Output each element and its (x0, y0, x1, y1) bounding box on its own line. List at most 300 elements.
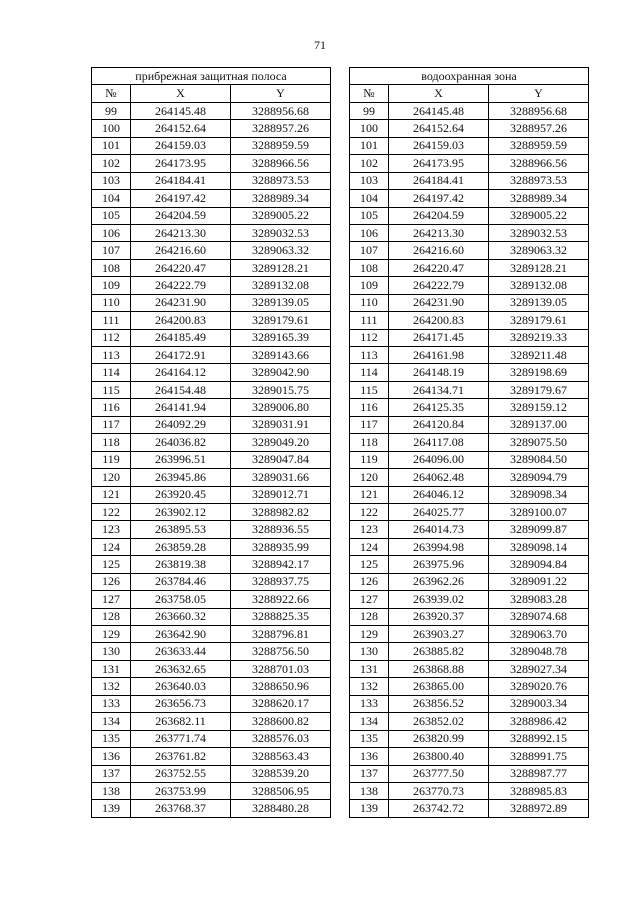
left-point-number: 135 (92, 730, 131, 747)
left-y-coordinate: 3288942.17 (231, 556, 331, 573)
right-y-coordinate: 3289075.50 (489, 434, 589, 451)
right-x-coordinate: 264062.48 (389, 469, 489, 486)
right-x-coordinate: 263770.73 (389, 782, 489, 799)
left-point-number: 123 (92, 521, 131, 538)
left-y-coordinate: 3288956.68 (231, 102, 331, 119)
left-point-number: 103 (92, 172, 131, 189)
left-y-coordinate: 3289042.90 (231, 364, 331, 381)
right-y-coordinate: 3289179.61 (489, 312, 589, 329)
right-point-number: 121 (350, 486, 389, 503)
right-y-coordinate: 3289094.84 (489, 556, 589, 573)
right-point-number: 119 (350, 451, 389, 468)
left-x-coordinate: 264159.03 (131, 137, 231, 154)
column-gap (331, 469, 350, 486)
right-x-coordinate: 263920.37 (389, 608, 489, 625)
left-y-coordinate: 3289012.71 (231, 486, 331, 503)
right-point-number: 100 (350, 120, 389, 137)
left-x-coordinate: 264154.48 (131, 381, 231, 398)
table-row (92, 155, 589, 172)
left-x-coordinate: 264197.42 (131, 190, 231, 207)
column-gap (331, 626, 350, 643)
right-y-coordinate: 3289137.00 (489, 416, 589, 433)
right-y-coordinate: 3288966.56 (489, 155, 589, 172)
table-row (92, 312, 589, 329)
right-y-coordinate: 3289132.08 (489, 277, 589, 294)
column-gap (331, 68, 350, 85)
right-x-coordinate: 264117.08 (389, 434, 489, 451)
column-gap (331, 800, 350, 817)
column-gap (331, 329, 350, 346)
column-gap (331, 434, 350, 451)
column-gap (331, 242, 350, 259)
column-gap (331, 591, 350, 608)
right-y-coordinate: 3289159.12 (489, 399, 589, 416)
left-x-coordinate: 263632.65 (131, 660, 231, 677)
right-point-number: 114 (350, 364, 389, 381)
table-row (92, 538, 589, 555)
right-x-coordinate: 264200.83 (389, 312, 489, 329)
right-x-coordinate: 264025.77 (389, 503, 489, 520)
table-row (92, 730, 589, 747)
right-header-y: Y (489, 85, 589, 102)
right-point-number: 118 (350, 434, 389, 451)
right-x-coordinate: 264148.19 (389, 364, 489, 381)
table-row (92, 556, 589, 573)
right-point-number: 107 (350, 242, 389, 259)
right-header-x: X (389, 85, 489, 102)
right-y-coordinate: 3288959.59 (489, 137, 589, 154)
page-number: 71 (314, 38, 326, 52)
table-row (92, 242, 589, 259)
right-point-number: 124 (350, 538, 389, 555)
left-x-coordinate: 264220.47 (131, 259, 231, 276)
right-point-number: 120 (350, 469, 389, 486)
right-y-coordinate: 3289100.07 (489, 503, 589, 520)
column-gap (331, 172, 350, 189)
left-x-coordinate: 263996.51 (131, 451, 231, 468)
column-gap (331, 312, 350, 329)
right-x-coordinate: 263939.02 (389, 591, 489, 608)
column-gap (331, 190, 350, 207)
column-gap (331, 748, 350, 765)
column-gap (331, 573, 350, 590)
right-y-coordinate: 3288972.89 (489, 800, 589, 817)
right-x-coordinate: 264222.79 (389, 277, 489, 294)
right-point-number: 133 (350, 695, 389, 712)
right-point-number: 125 (350, 556, 389, 573)
left-point-number: 99 (92, 102, 131, 119)
left-point-number: 116 (92, 399, 131, 416)
right-x-coordinate: 264184.41 (389, 172, 489, 189)
left-point-number: 104 (92, 190, 131, 207)
right-y-coordinate: 3289003.34 (489, 695, 589, 712)
right-y-coordinate: 3289027.34 (489, 660, 589, 677)
left-y-coordinate: 3289143.66 (231, 347, 331, 364)
column-gap (331, 102, 350, 119)
left-y-coordinate: 3289031.91 (231, 416, 331, 433)
right-y-coordinate: 3288989.34 (489, 190, 589, 207)
table-row (92, 713, 589, 730)
right-point-number: 111 (350, 312, 389, 329)
column-gap (331, 556, 350, 573)
right-point-number: 109 (350, 277, 389, 294)
left-y-coordinate: 3288506.95 (231, 782, 331, 799)
right-x-coordinate: 264231.90 (389, 294, 489, 311)
left-point-number: 119 (92, 451, 131, 468)
left-y-coordinate: 3289032.53 (231, 224, 331, 241)
left-y-coordinate: 3289132.08 (231, 277, 331, 294)
right-point-number: 110 (350, 294, 389, 311)
left-point-number: 112 (92, 329, 131, 346)
left-y-coordinate: 3288957.26 (231, 120, 331, 137)
left-point-number: 122 (92, 503, 131, 520)
right-y-coordinate: 3288991.75 (489, 748, 589, 765)
right-x-coordinate: 263856.52 (389, 695, 489, 712)
left-y-coordinate: 3288539.20 (231, 765, 331, 782)
column-gap (331, 294, 350, 311)
right-y-coordinate: 3289098.34 (489, 486, 589, 503)
left-y-coordinate: 3288563.43 (231, 748, 331, 765)
right-table-title: водоохранная зона (350, 68, 589, 85)
left-y-coordinate: 3289165.39 (231, 329, 331, 346)
right-y-coordinate: 3289032.53 (489, 224, 589, 241)
left-y-coordinate: 3288701.03 (231, 660, 331, 677)
table-row (92, 277, 589, 294)
table-row (92, 364, 589, 381)
table-row (92, 660, 589, 677)
right-y-coordinate: 3289005.22 (489, 207, 589, 224)
left-point-number: 109 (92, 277, 131, 294)
column-gap (331, 486, 350, 503)
right-point-number: 112 (350, 329, 389, 346)
left-y-coordinate: 3288966.56 (231, 155, 331, 172)
left-point-number: 110 (92, 294, 131, 311)
table-row (92, 102, 589, 119)
right-x-coordinate: 263885.82 (389, 643, 489, 660)
column-gap (331, 399, 350, 416)
right-point-number: 105 (350, 207, 389, 224)
column-gap (331, 660, 350, 677)
left-point-number: 125 (92, 556, 131, 573)
right-x-coordinate: 264161.98 (389, 347, 489, 364)
left-y-coordinate: 3288936.55 (231, 521, 331, 538)
right-point-number: 134 (350, 713, 389, 730)
table-row (92, 347, 589, 364)
left-x-coordinate: 264164.12 (131, 364, 231, 381)
column-gap (331, 521, 350, 538)
left-x-coordinate: 263945.86 (131, 469, 231, 486)
right-x-coordinate: 263962.26 (389, 573, 489, 590)
left-header-x: X (131, 85, 231, 102)
left-header-y: Y (231, 85, 331, 102)
left-y-coordinate: 3288825.35 (231, 608, 331, 625)
right-point-number: 129 (350, 626, 389, 643)
left-y-coordinate: 3289128.21 (231, 259, 331, 276)
right-point-number: 139 (350, 800, 389, 817)
left-point-number: 108 (92, 259, 131, 276)
table-header-row (92, 85, 589, 102)
right-y-coordinate: 3289020.76 (489, 678, 589, 695)
table-row (92, 573, 589, 590)
right-y-coordinate: 3289063.32 (489, 242, 589, 259)
left-header-number: № (92, 85, 131, 102)
column-gap (331, 678, 350, 695)
left-point-number: 106 (92, 224, 131, 241)
right-x-coordinate: 264173.95 (389, 155, 489, 172)
right-point-number: 115 (350, 381, 389, 398)
table-row (92, 748, 589, 765)
right-y-coordinate: 3289048.78 (489, 643, 589, 660)
left-x-coordinate: 263859.28 (131, 538, 231, 555)
right-header-number: № (350, 85, 389, 102)
left-y-coordinate: 3288973.53 (231, 172, 331, 189)
column-gap (331, 608, 350, 625)
right-y-coordinate: 3289083.28 (489, 591, 589, 608)
right-point-number: 137 (350, 765, 389, 782)
table-row (92, 608, 589, 625)
left-x-coordinate: 264173.95 (131, 155, 231, 172)
left-table-title: прибрежная защитная полоса (92, 68, 331, 85)
left-y-coordinate: 3288756.50 (231, 643, 331, 660)
right-y-coordinate: 3288973.53 (489, 172, 589, 189)
right-point-number: 117 (350, 416, 389, 433)
column-gap (331, 730, 350, 747)
table-row (92, 626, 589, 643)
right-point-number: 123 (350, 521, 389, 538)
right-point-number: 136 (350, 748, 389, 765)
left-point-number: 138 (92, 782, 131, 799)
right-x-coordinate: 263852.02 (389, 713, 489, 730)
left-point-number: 107 (92, 242, 131, 259)
right-x-coordinate: 264152.64 (389, 120, 489, 137)
left-x-coordinate: 264152.64 (131, 120, 231, 137)
left-x-coordinate: 264200.83 (131, 312, 231, 329)
table-title-row (92, 68, 589, 85)
right-x-coordinate: 263975.96 (389, 556, 489, 573)
table-row (92, 695, 589, 712)
table-row (92, 800, 589, 817)
left-y-coordinate: 3289006.80 (231, 399, 331, 416)
right-x-coordinate: 264046.12 (389, 486, 489, 503)
table-row (92, 416, 589, 433)
column-gap (331, 503, 350, 520)
table-row (92, 207, 589, 224)
left-x-coordinate: 263660.32 (131, 608, 231, 625)
left-x-coordinate: 263761.82 (131, 748, 231, 765)
left-point-number: 120 (92, 469, 131, 486)
left-x-coordinate: 264184.41 (131, 172, 231, 189)
left-point-number: 126 (92, 573, 131, 590)
table-row (92, 172, 589, 189)
left-point-number: 130 (92, 643, 131, 660)
table-row (92, 329, 589, 346)
column-gap (331, 277, 350, 294)
table-row (92, 137, 589, 154)
right-y-coordinate: 3289179.67 (489, 381, 589, 398)
right-x-coordinate: 264120.84 (389, 416, 489, 433)
left-point-number: 102 (92, 155, 131, 172)
column-gap (331, 713, 350, 730)
left-x-coordinate: 263682.11 (131, 713, 231, 730)
left-y-coordinate: 3289005.22 (231, 207, 331, 224)
right-y-coordinate: 3289098.14 (489, 538, 589, 555)
left-x-coordinate: 263819.38 (131, 556, 231, 573)
left-y-coordinate: 3288989.34 (231, 190, 331, 207)
left-x-coordinate: 264222.79 (131, 277, 231, 294)
left-x-coordinate: 264036.82 (131, 434, 231, 451)
left-point-number: 132 (92, 678, 131, 695)
left-point-number: 131 (92, 660, 131, 677)
table-row (92, 678, 589, 695)
left-point-number: 105 (92, 207, 131, 224)
right-y-coordinate: 3288987.77 (489, 765, 589, 782)
right-x-coordinate: 264159.03 (389, 137, 489, 154)
right-x-coordinate: 264096.00 (389, 451, 489, 468)
coordinates-table-body (92, 68, 589, 818)
right-y-coordinate: 3289139.05 (489, 294, 589, 311)
right-x-coordinate: 264171.45 (389, 329, 489, 346)
left-point-number: 111 (92, 312, 131, 329)
right-x-coordinate: 263777.50 (389, 765, 489, 782)
table-row (92, 486, 589, 503)
right-y-coordinate: 3289099.87 (489, 521, 589, 538)
table-row (92, 259, 589, 276)
coordinates-table (91, 67, 589, 818)
right-y-coordinate: 3289084.50 (489, 451, 589, 468)
left-x-coordinate: 263920.45 (131, 486, 231, 503)
right-point-number: 132 (350, 678, 389, 695)
left-x-coordinate: 263768.37 (131, 800, 231, 817)
left-y-coordinate: 3288600.82 (231, 713, 331, 730)
table-row (92, 381, 589, 398)
left-point-number: 117 (92, 416, 131, 433)
left-x-coordinate: 263640.03 (131, 678, 231, 695)
table-row (92, 765, 589, 782)
left-y-coordinate: 3288650.96 (231, 678, 331, 695)
left-y-coordinate: 3288937.75 (231, 573, 331, 590)
right-point-number: 138 (350, 782, 389, 799)
right-x-coordinate: 263820.99 (389, 730, 489, 747)
left-point-number: 118 (92, 434, 131, 451)
column-gap (331, 364, 350, 381)
left-point-number: 114 (92, 364, 131, 381)
right-point-number: 135 (350, 730, 389, 747)
column-gap (331, 643, 350, 660)
left-y-coordinate: 3288922.66 (231, 591, 331, 608)
right-x-coordinate: 264134.71 (389, 381, 489, 398)
table-row (92, 469, 589, 486)
right-x-coordinate: 264213.30 (389, 224, 489, 241)
left-y-coordinate: 3289139.05 (231, 294, 331, 311)
left-y-coordinate: 3288796.81 (231, 626, 331, 643)
right-point-number: 131 (350, 660, 389, 677)
right-y-coordinate: 3289219.33 (489, 329, 589, 346)
right-x-coordinate: 264197.42 (389, 190, 489, 207)
table-row (92, 294, 589, 311)
left-y-coordinate: 3289179.61 (231, 312, 331, 329)
table-row (92, 521, 589, 538)
table-row (92, 451, 589, 468)
column-gap (331, 120, 350, 137)
right-y-coordinate: 3288986.42 (489, 713, 589, 730)
column-gap (331, 259, 350, 276)
left-x-coordinate: 264092.29 (131, 416, 231, 433)
left-x-coordinate: 264213.30 (131, 224, 231, 241)
right-point-number: 102 (350, 155, 389, 172)
table-row (92, 782, 589, 799)
left-x-coordinate: 263642.90 (131, 626, 231, 643)
right-x-coordinate: 264216.60 (389, 242, 489, 259)
left-x-coordinate: 263633.44 (131, 643, 231, 660)
right-point-number: 104 (350, 190, 389, 207)
left-x-coordinate: 263753.99 (131, 782, 231, 799)
column-gap (331, 347, 350, 364)
left-x-coordinate: 264172.91 (131, 347, 231, 364)
left-x-coordinate: 263758.05 (131, 591, 231, 608)
table-row (92, 643, 589, 660)
right-x-coordinate: 264204.59 (389, 207, 489, 224)
left-x-coordinate: 263895.53 (131, 521, 231, 538)
left-x-coordinate: 263752.55 (131, 765, 231, 782)
right-y-coordinate: 3289074.68 (489, 608, 589, 625)
column-gap (331, 695, 350, 712)
right-y-coordinate: 3289211.48 (489, 347, 589, 364)
column-gap (331, 155, 350, 172)
left-point-number: 124 (92, 538, 131, 555)
column-gap (331, 85, 350, 102)
left-point-number: 121 (92, 486, 131, 503)
right-point-number: 106 (350, 224, 389, 241)
right-x-coordinate: 264145.48 (389, 102, 489, 119)
right-point-number: 127 (350, 591, 389, 608)
table-row (92, 190, 589, 207)
right-y-coordinate: 3288985.83 (489, 782, 589, 799)
right-x-coordinate: 264014.73 (389, 521, 489, 538)
left-point-number: 128 (92, 608, 131, 625)
right-y-coordinate: 3288956.68 (489, 102, 589, 119)
left-x-coordinate: 263902.12 (131, 503, 231, 520)
right-x-coordinate: 264125.35 (389, 399, 489, 416)
right-y-coordinate: 3288992.15 (489, 730, 589, 747)
right-y-coordinate: 3288957.26 (489, 120, 589, 137)
left-y-coordinate: 3288935.99 (231, 538, 331, 555)
right-x-coordinate: 263865.00 (389, 678, 489, 695)
right-x-coordinate: 263868.88 (389, 660, 489, 677)
left-point-number: 127 (92, 591, 131, 608)
left-y-coordinate: 3288620.17 (231, 695, 331, 712)
right-x-coordinate: 264220.47 (389, 259, 489, 276)
left-x-coordinate: 264145.48 (131, 102, 231, 119)
left-x-coordinate: 264231.90 (131, 294, 231, 311)
column-gap (331, 137, 350, 154)
column-gap (331, 538, 350, 555)
table-row (92, 224, 589, 241)
right-y-coordinate: 3289063.70 (489, 626, 589, 643)
left-x-coordinate: 264204.59 (131, 207, 231, 224)
left-point-number: 101 (92, 137, 131, 154)
column-gap (331, 381, 350, 398)
left-point-number: 115 (92, 381, 131, 398)
right-point-number: 103 (350, 172, 389, 189)
left-y-coordinate: 3289031.66 (231, 469, 331, 486)
left-x-coordinate: 264185.49 (131, 329, 231, 346)
right-y-coordinate: 3289198.69 (489, 364, 589, 381)
table-row (92, 503, 589, 520)
column-gap (331, 451, 350, 468)
left-point-number: 134 (92, 713, 131, 730)
left-y-coordinate: 3289047.84 (231, 451, 331, 468)
right-point-number: 108 (350, 259, 389, 276)
